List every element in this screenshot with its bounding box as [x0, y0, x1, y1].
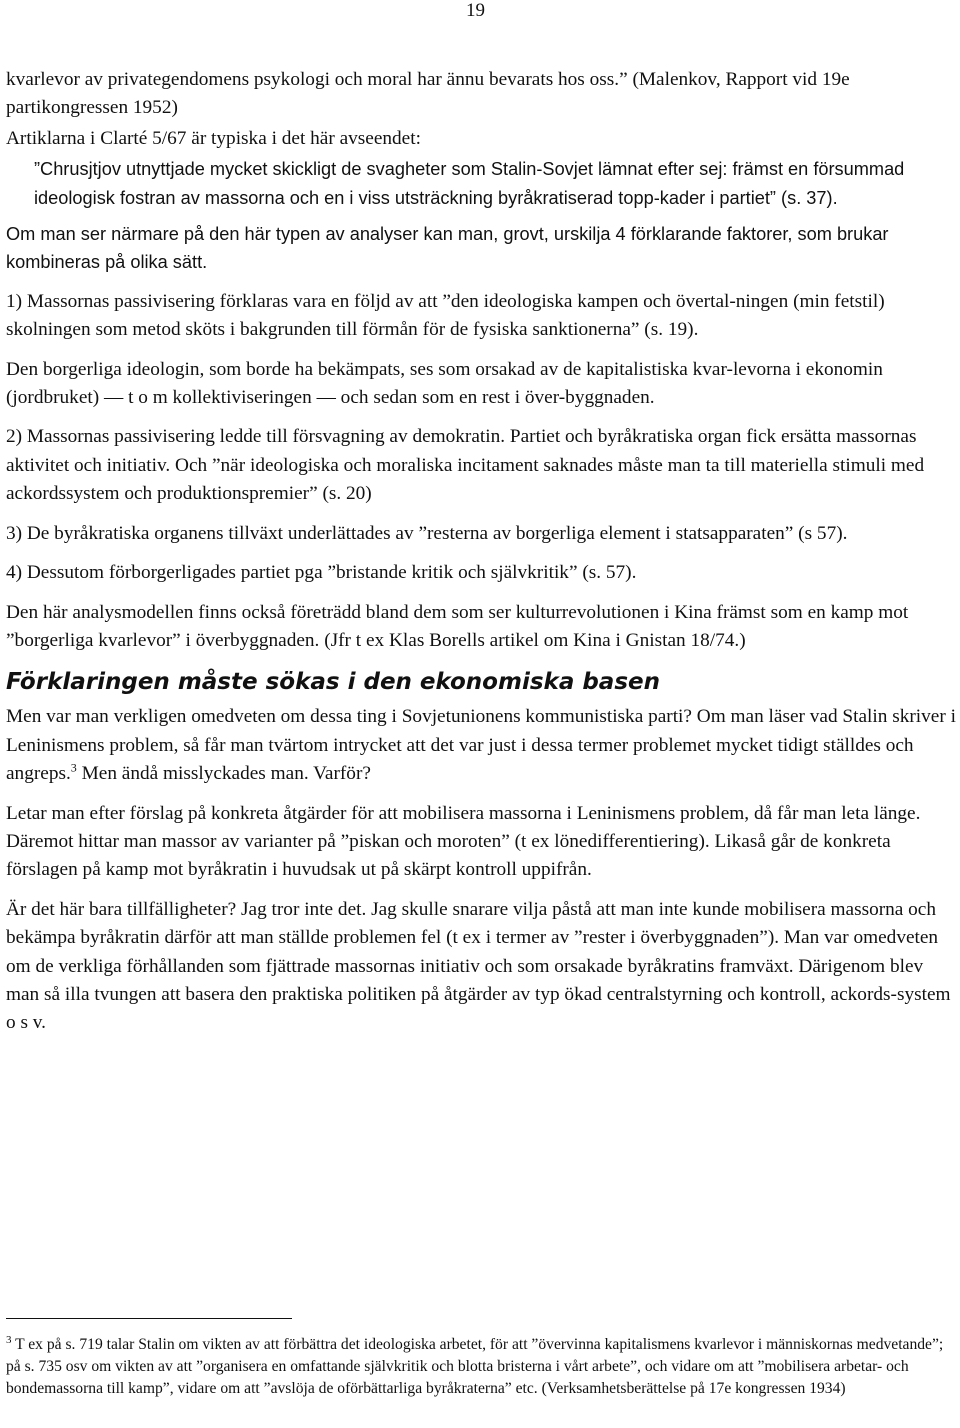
footnote-text: T ex på s. 719 talar Stalin om vikten av att förbättra det ideologiska arbetet, för att ”övervinna kapitalismens kvarlevor i människornas medvetande”; på s. 735 osv om vikten av att ”organisera en omfattande självkritik och blotta bristerna i vårt arbete”, och vidare om att ”mobilisera arbetar- och bondemassorna till kamp”, vidare om att ”avslöja de oförbättarliga byråkraterna” etc. (Verksamhetsberättelse på 17e kongressen 1934) [6, 1336, 944, 1397]
paragraph-factor-3: 3) De byråkratiska organens tillväxt underlättades av ”resterna av borgerliga element i statsapparaten” (s 57). [6, 522, 848, 544]
paragraph-bourgeois-ideology: Den borgerliga ideologin, som borde ha bekämpats, ses som orsakad av de kapitalistiska kvar-levorna i ekonomin (jordbruket) — t o m kollektiviseringen — och sedan som en rest i över-byggnaden. [6, 358, 883, 409]
paragraph-factor-1: 1) Massornas passivisering förklaras vara en följd av att ”den ideologiska kampen och övertal-ningen (min fetstil) skolningen som metod sköts i bakgrunden till förmån för de fysiska sanktionerna” (s. 19). [6, 290, 885, 341]
paragraph-unaware-question [6, 703, 956, 788]
paragraph-factor-2: 2) Massornas passivisering ledde till försvagning av demokratin. Partiet och byråkratiska organ fick ersätta massornas aktivitet och initiativ. Och ”när ideologiska och moraliska incitament saknades måste man ta till materiella stimuli med ackordssystem och produktionspremier” (s. 20) [6, 426, 925, 505]
paragraph-malenkov-quote: kvarlevor av privategendomens psykologi och moral har ännu bevarats hos oss.” (Malenkov, Rapport vid 19e partikongressen 1952) [6, 69, 850, 119]
footnote-separator [6, 1318, 292, 1319]
paragraph-analysis-model: Den här analysmodellen finns också företrädd bland dem som ser kulturrevolutionen i Kina främst som en kamp mot ”borgerliga kvarlevor” i överbyggnaden. (Jfr t ex Klas Borells artikel om Kina i Gnistan 18/74.) [6, 601, 909, 651]
page-number: 19 [466, 0, 485, 21]
paragraph-four-factors: Om man ser närmare på den här typen av analyser kan man, grovt, urskilja 4 förklarande faktorer, som brukar kombineras på olika sätt. [6, 224, 889, 273]
paragraph-concrete-measures: Letar man efter förslag på konkreta åtgärder för att mobilisera massorna i Leninismens problem, då får man leta länge. Däremot hittar man massor av varianter på ”piskan och moroten” (t ex lönedifferentiering). Likaså går de konkreta förslagen på kamp mot byråkratin i huvudsak ut på skärpt kontroll uppifrån. [6, 802, 921, 881]
paragraph-text-a: Men var man verkligen omedveten om dessa ting i Sovjetunionens kommunistiska parti? Om man läser vad Stalin skriver i Leninismens problem, så får man tvärtom intrycket att det var just i dessa termer problemet mycket tidigt ställdes och angreps. [6, 706, 956, 785]
section-heading: Förklaringen måste sökas i den ekonomiska basen [6, 669, 660, 696]
document-body [6, 66, 956, 1038]
blockquote-chrusjtjov: ”Chrusjtjov utnyttjade mycket skickligt de svagheter som Stalin-Sovjet lämnat efter sej: främst en försummad ideologisk fostran av massorna och en i viss utsträckning byråkratiserad topp-kader i partiet” (s. 37). [34, 159, 905, 208]
footnote-reference[interactable]: 3 [70, 760, 77, 775]
footnote-3 [6, 1334, 956, 1400]
paragraph-coincidence: Är det här bara tillfälligheter? Jag tror inte det. Jag skulle snarare vilja påstå att man inte kunde mobilisera massorna och bekämpa byråkratin därför att man ställde problemen fel (t ex i termer av ”rester i överbyggnaden”). Man var omedveten om de verkliga förhållanden som fjättrade massornas initiativ och som orsakade byråkratins framväxt. Därigenom blev man så illa tvungen att basera den praktiska politiken på åtgärder av typ ökad centralstyrning och kontroll, ackords-system o s v. [6, 898, 951, 1034]
paragraph-clarte-intro: Artiklarna i Clarté 5/67 är typiska i det här avseendet: [6, 127, 421, 149]
paragraph-text-b: Men ändå misslyckades man. Varför? [76, 763, 371, 785]
paragraph-factor-4: 4) Dessutom förborgerligades partiet pga ”bristande kritik och självkritik” (s. 57). [6, 562, 637, 584]
footnote-marker: 3 [6, 1333, 12, 1346]
